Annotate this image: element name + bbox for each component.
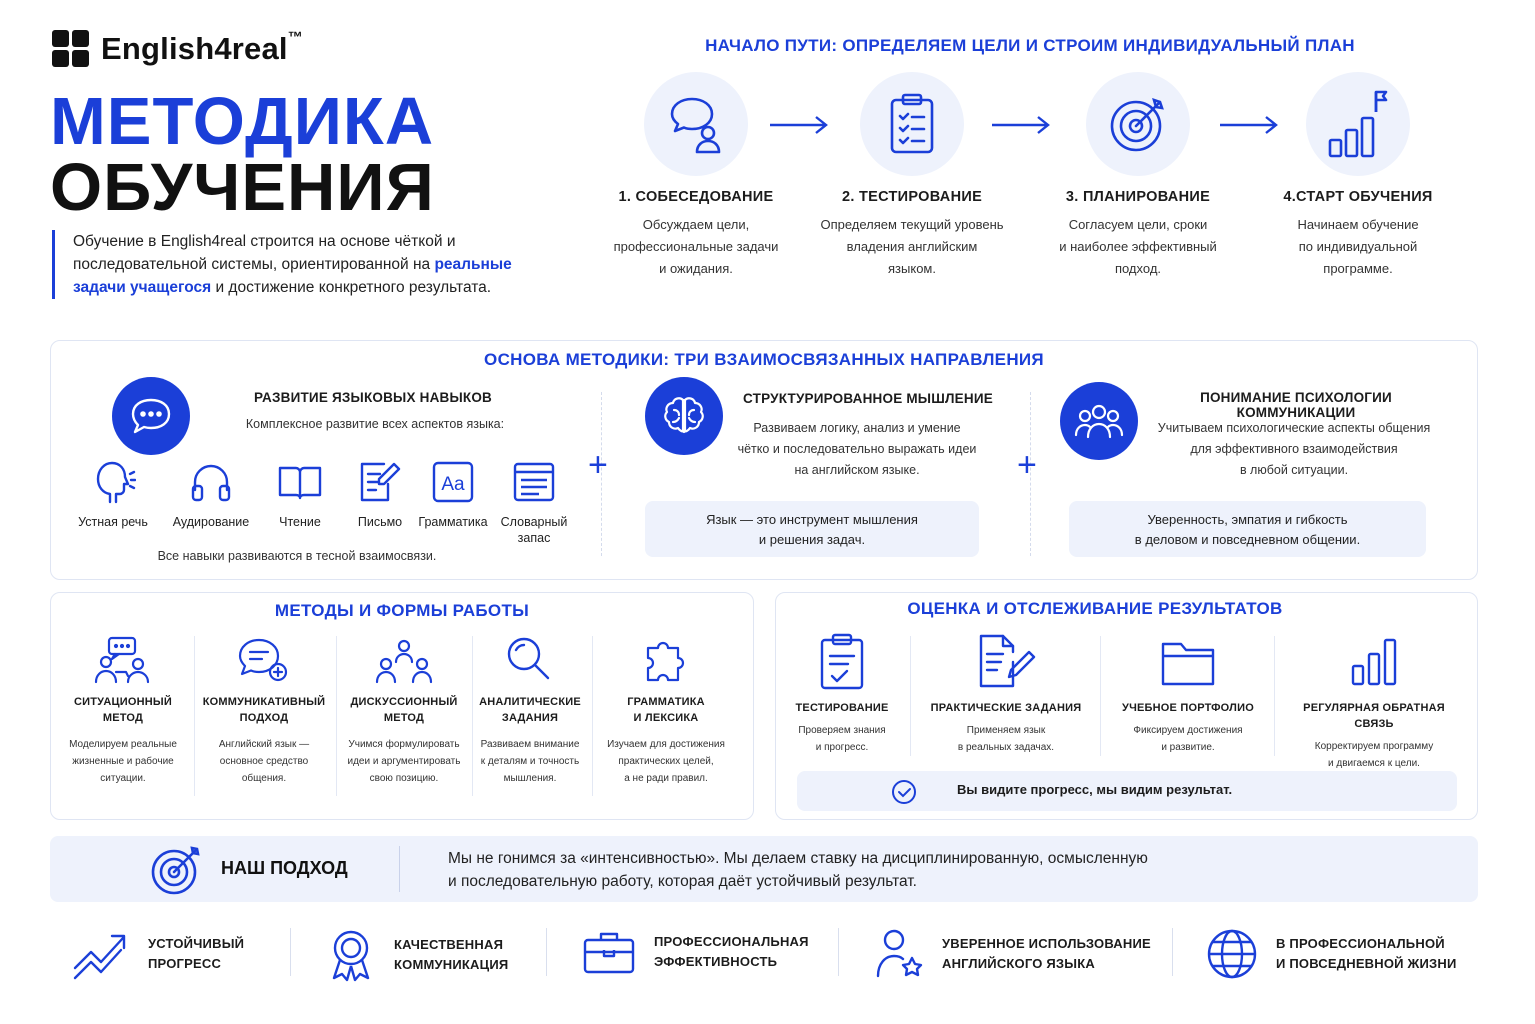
target-icon	[150, 844, 204, 896]
skill-speaking: Устная речь	[70, 460, 156, 530]
assessment-practical: ПРАКТИЧЕСКИЕ ЗАДАНИЯ Применяем язык в реальных задачах.	[920, 632, 1092, 756]
grammar-icon	[431, 460, 475, 504]
divider	[290, 928, 291, 976]
document-pen-icon	[975, 632, 1037, 690]
assessment-banner-text: Вы видите прогресс, мы видим результат.	[957, 782, 1233, 797]
method-discussion: ДИСКУССИОННЫЙ МЕТОД Учимся формулировать идеи и аргументировать свою позицию.	[340, 636, 468, 787]
assessment-testing: ТЕСТИРОВАНИЕ Проверяем знания и прогресс.	[784, 632, 900, 756]
approach-text: Мы не гонимся за «интенсивностью». Мы делаем ставку на дисциплинированную, осмысленную и последовательную работу, которая даёт устойчивый результат.	[448, 850, 1148, 890]
magnifier-icon	[502, 636, 558, 684]
skill-listening: Аудирование	[168, 460, 254, 530]
vocabulary-icon	[511, 460, 557, 504]
step-desc: Обсуждаем цели, профессиональные задачи и ожидания.	[613, 217, 779, 276]
approach-band	[50, 836, 1478, 902]
outcome-life: В ПРОФЕССИОНАЛЬНОЙ И ПОВСЕДНЕВНОЙ ЖИЗНИ	[1206, 928, 1457, 980]
intro-text: Обучение в English4real строится на основе чёткой и последовательной системы, ориентированной на реальные задачи учащегося и достижение конкретного результата.	[52, 230, 522, 299]
approach-title: НАШ ПОДХОД	[221, 858, 348, 878]
skills-note: Все навыки развиваются в тесной взаимосвязи.	[157, 549, 437, 563]
clipboard-icon	[860, 72, 964, 176]
foundation-title: ОСНОВА МЕТОДИКИ: ТРИ ВЗАИМОСВЯЗАННЫХ НАПРАВЛЕНИЯ	[484, 350, 1044, 369]
step-title: 4.СТАРТ ОБУЧЕНИЯ	[1283, 189, 1433, 205]
step-desc: Определяем текущий уровень владения английским языком.	[820, 217, 1004, 276]
globe-icon	[1206, 928, 1258, 980]
writing-icon	[358, 460, 402, 504]
divider	[336, 636, 337, 796]
intro-highlight: реальные задачи учащегося	[73, 256, 512, 296]
assessment-feedback: РЕГУЛЯРНАЯ ОБРАТНАЯ СВЯЗЬ Корректируем программу и двигаемся к цели.	[1282, 632, 1466, 772]
method-communicative: КОММУНИКАТИВНЫЙ ПОДХОД Английский язык — основное средство общения.	[198, 636, 330, 787]
divider	[1100, 636, 1101, 756]
speaking-icon	[90, 460, 136, 504]
psych-block-title: ПОНИМАНИЕ ПСИХОЛОГИИ КОММУНИКАЦИИ	[1200, 390, 1392, 420]
target-icon	[1086, 72, 1190, 176]
step-title: 2. ТЕСТИРОВАНИЕ	[841, 189, 983, 205]
divider	[472, 636, 473, 796]
thinking-callout: Язык — это инструмент мышления и решения задач.	[645, 501, 979, 557]
psych-callout: Уверенность, эмпатия и гибкость в деловом и повседневном общении.	[1069, 501, 1426, 557]
method-analytical: АНАЛИТИЧЕСКИЕ ЗАДАНИЯ Развиваем внимание к деталям и точность мышления.	[474, 636, 586, 787]
discussion-icon	[374, 636, 434, 684]
chat-person-icon	[644, 72, 748, 176]
page-title-line1: МЕТОДИКА	[50, 84, 435, 159]
skill-reading: Чтение	[257, 460, 343, 530]
thinking-block-desc: Развиваем логику, анализ и умение чётко и последовательно выражать идеи на английском языке.	[737, 421, 977, 477]
skill-vocabulary: Словарный запас	[491, 460, 577, 546]
brain-icon	[645, 377, 723, 455]
folder-icon	[1159, 632, 1217, 690]
situation-icon	[93, 636, 153, 684]
assessment-title: ОЦЕНКА И ОТСЛЕЖИВАНИЕ РЕЗУЛЬТАТОВ	[907, 599, 1283, 618]
page-title-line2: ОБУЧЕНИЯ	[50, 150, 435, 225]
divider	[910, 636, 911, 756]
path-step-testing	[812, 72, 1012, 280]
methods-title: МЕТОДЫ И ФОРМЫ РАБОТЫ	[274, 601, 530, 620]
step-title: 1. СОБЕСЕДОВАНИЕ	[618, 189, 774, 205]
communication-icon	[234, 636, 294, 684]
psych-block-desc: Учитываем психологические аспекты общения для эффективного взаимодействия в любой ситуации.	[1157, 421, 1431, 477]
assessment-banner	[797, 771, 1457, 811]
check-circle-icon	[891, 779, 917, 805]
thinking-block-title: СТРУКТУРИРОВАННОЕ МЫШЛЕНИЕ	[743, 391, 993, 406]
method-grammar: ГРАММАТИКА И ЛЕКСИКА Изучаем для достижения практических целей, а не ради правил.	[596, 636, 736, 787]
svg-text:Aa: Aa	[441, 474, 465, 495]
outcome-communication: КАЧЕСТВЕННАЯ КОММУНИКАЦИЯ	[326, 928, 508, 982]
chat-bubble-icon	[112, 377, 190, 455]
divider	[838, 928, 839, 976]
plus-sign: +	[1017, 446, 1037, 484]
logo-mark-icon	[52, 30, 89, 67]
puzzle-icon	[638, 636, 694, 684]
step-title: 3. ПЛАНИРОВАНИЕ	[1065, 189, 1211, 205]
skill-writing: Письмо	[337, 460, 423, 530]
step-desc: Начинаем обучение по индивидуальной программе.	[1297, 217, 1419, 276]
step-desc: Согласуем цели, сроки и наиболее эффективный подход.	[1059, 217, 1217, 276]
divider	[546, 928, 547, 976]
path-step-interview	[596, 72, 796, 280]
book-icon	[277, 460, 323, 504]
divider	[1172, 928, 1173, 976]
brand-logo	[52, 30, 303, 67]
method-situational: СИТУАЦИОННЫЙ МЕТОД Моделируем реальные жизненные и рабочие ситуации.	[58, 636, 188, 787]
group-icon	[1060, 382, 1138, 460]
path-step-start	[1258, 72, 1458, 280]
bar-flag-icon	[1306, 72, 1410, 176]
headphones-icon	[189, 460, 233, 504]
skill-grammar: Aa Грамматика	[410, 460, 496, 530]
briefcase-icon	[582, 928, 636, 976]
trend-up-icon	[72, 928, 130, 980]
outcome-efficiency: ПРОФЕССИОНАЛЬНАЯ ЭФФЕКТИВНОСТЬ	[582, 928, 809, 976]
person-star-icon	[874, 928, 924, 980]
plus-sign: +	[588, 446, 608, 484]
path-title: НАЧАЛО ПУТИ: ОПРЕДЕЛЯЕМ ЦЕЛИ И СТРОИМ ИНДИВИДУАЛЬНЫЙ ПЛАН	[705, 36, 1355, 55]
checklist-icon	[818, 632, 866, 690]
divider	[592, 636, 593, 796]
skills-block-title: РАЗВИТИЕ ЯЗЫКОВЫХ НАВЫКОВ	[254, 390, 492, 405]
medal-icon	[326, 928, 376, 982]
assessment-portfolio: УЧЕБНОЕ ПОРТФОЛИО Фиксируем достижения и развитие.	[1110, 632, 1266, 756]
bar-chart-icon	[1349, 632, 1399, 690]
divider	[194, 636, 195, 796]
outcome-confidence: УВЕРЕННОЕ ИСПОЛЬЗОВАНИЕ АНГЛИЙСКОГО ЯЗЫКА	[874, 928, 1151, 980]
divider	[399, 846, 400, 892]
divider	[1274, 636, 1275, 756]
outcome-progress: УСТОЙЧИВЫЙ ПРОГРЕСС	[72, 928, 244, 980]
brand-name: English4real™	[101, 28, 303, 66]
path-step-planning	[1038, 72, 1238, 280]
skills-block-subtitle: Комплексное развитие всех аспектов языка:	[245, 417, 505, 431]
